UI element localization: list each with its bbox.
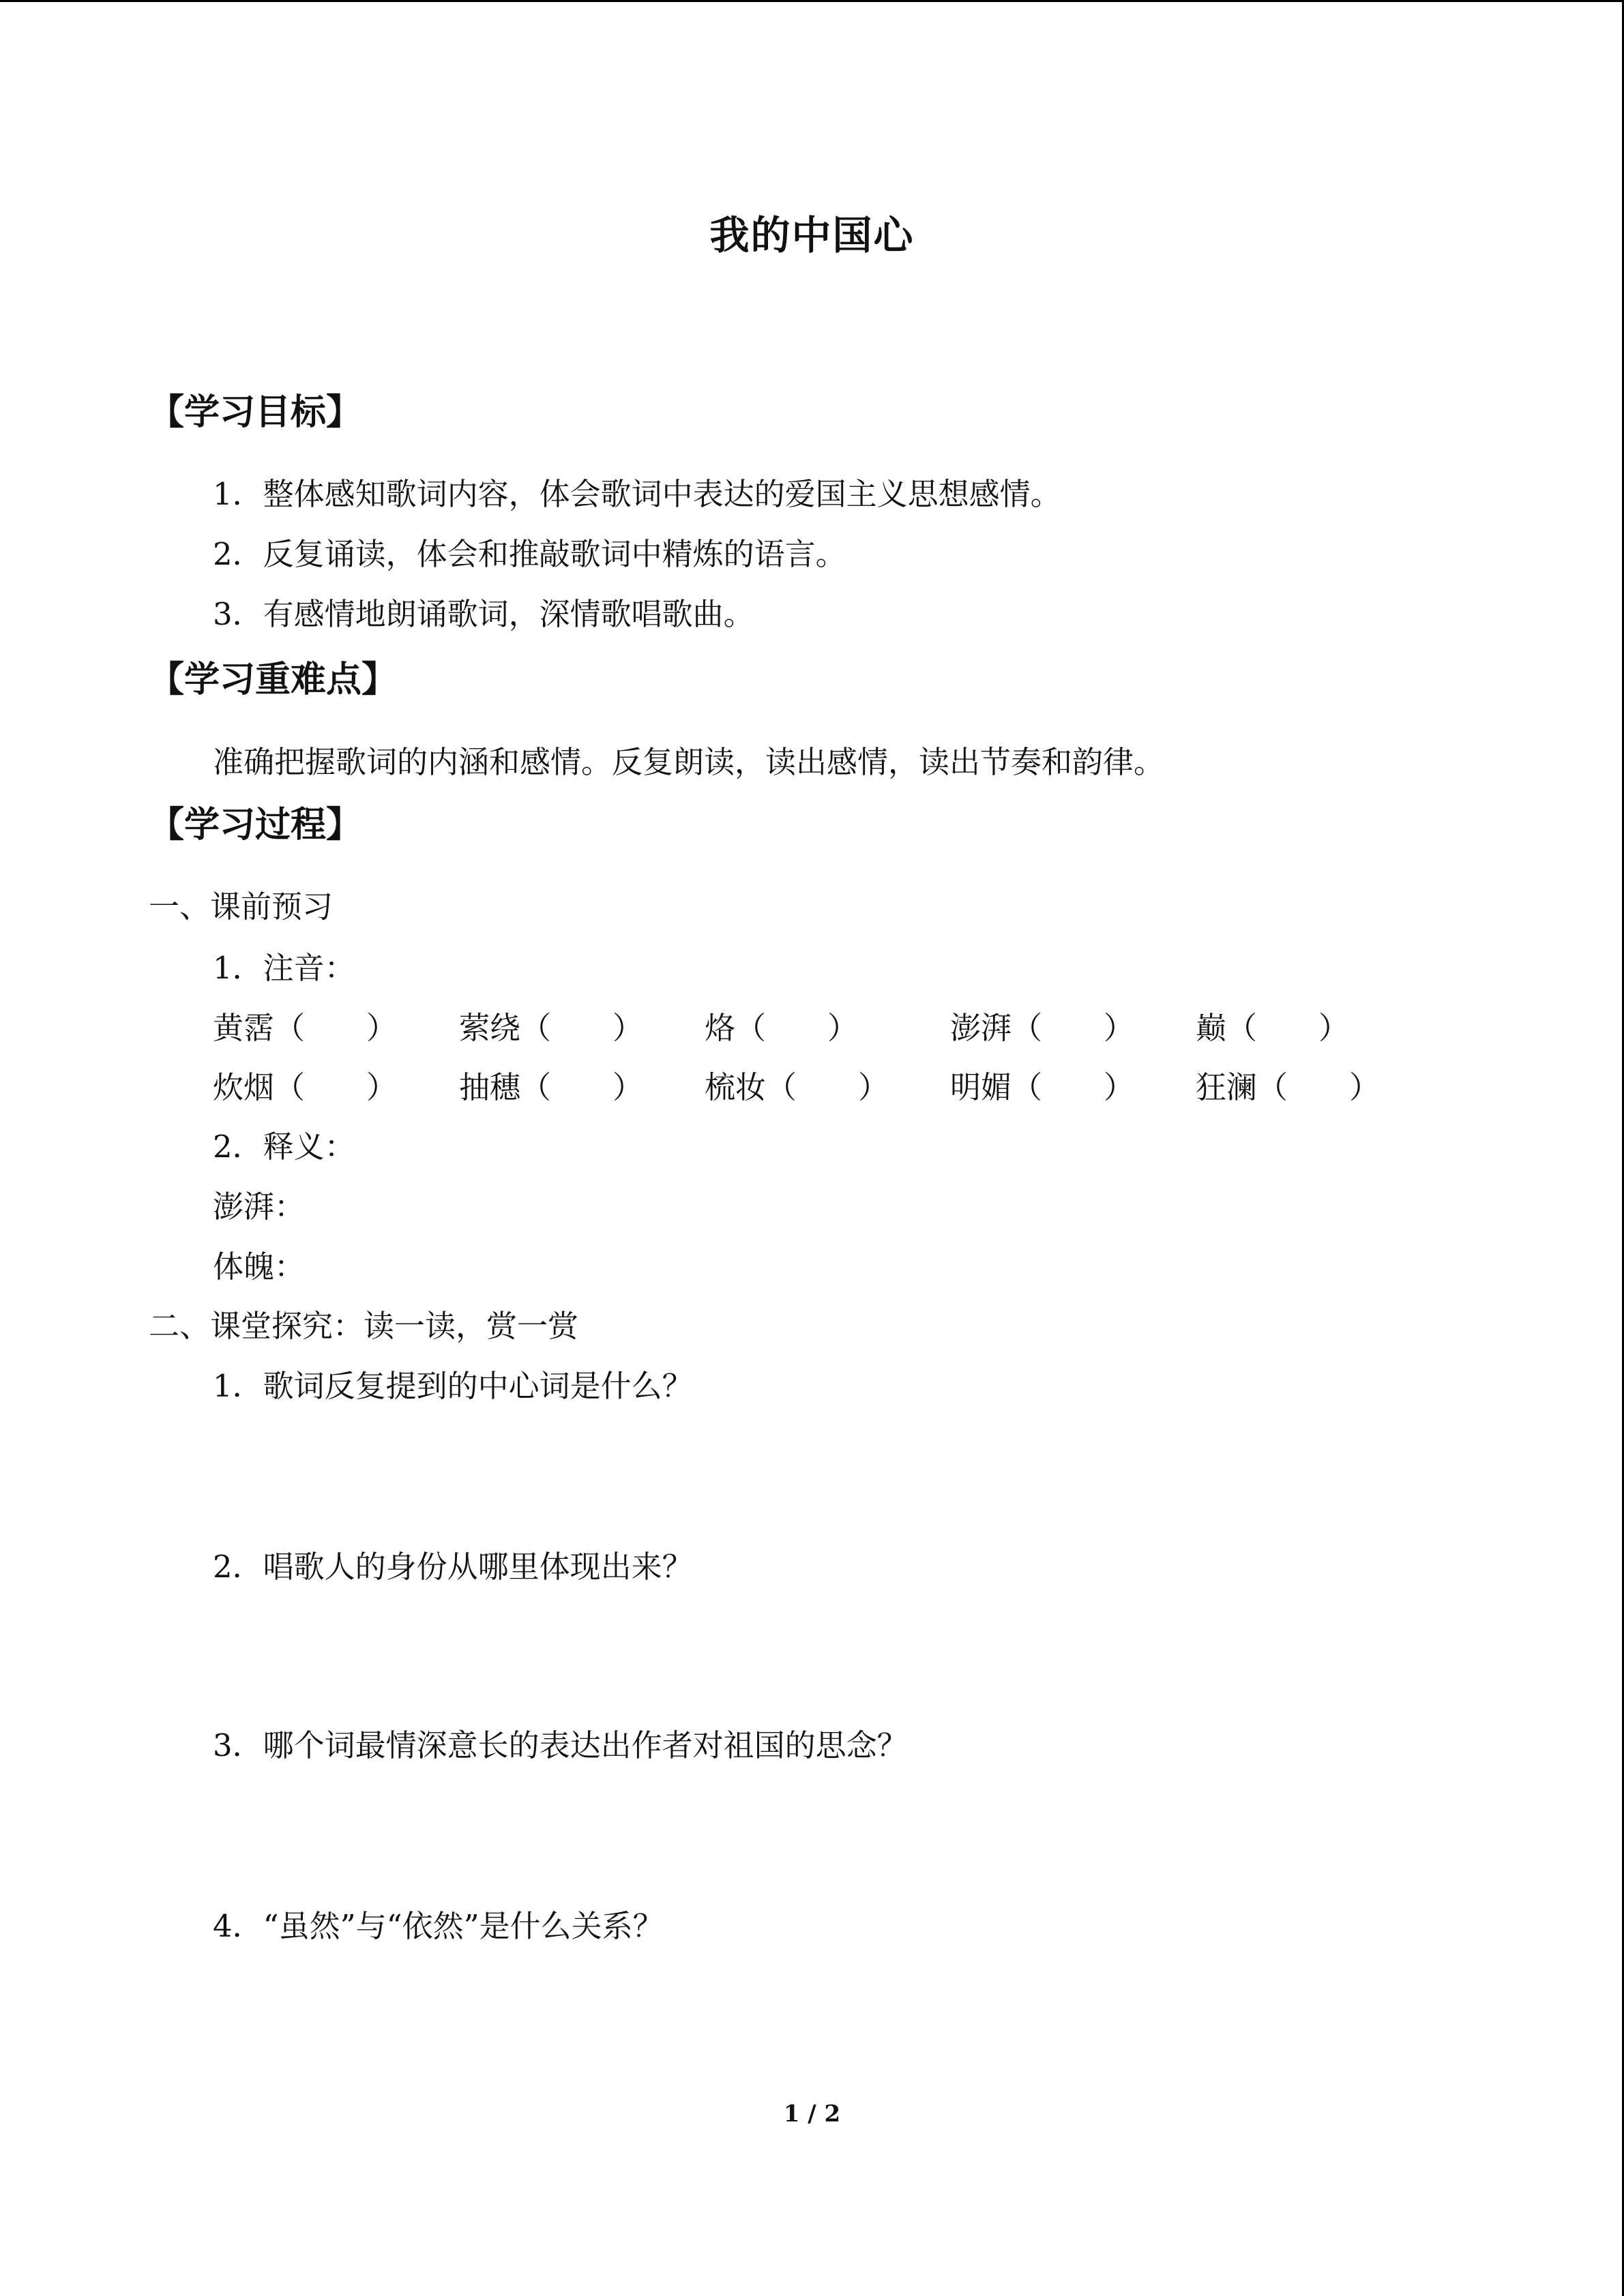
page-title: 我的中国心 [709,212,915,258]
objectives-heading: 【学习目标】 [149,392,362,433]
pinyin-item: 抽穗（ ） [459,1069,644,1105]
objective-item-2: 2．反复诵读，体会和推敲歌词中精炼的语言。 [213,536,846,572]
objective-item-3: 3．有感情地朗诵歌词，深情歌唱歌曲。 [213,596,754,632]
question-3: 3．哪个词最情深意长的表达出作者对祖国的思念？ [213,1727,908,1763]
meaning-item-pengpai: 澎湃： [213,1189,306,1225]
pinyin-item: 烙（ ） [705,1010,859,1046]
pinyin-label: 1．注音： [213,950,355,986]
process-heading: 【学习过程】 [149,805,362,846]
key-points-text: 准确把握歌词的内涵和感情。反复朗读，读出感情，读出节奏和韵律。 [213,744,1165,780]
pinyin-item: 炊烟（ ） [213,1069,398,1105]
pinyin-item: 巅（ ） [1196,1010,1350,1046]
page-border-top [0,0,1624,2]
meaning-item-tipo: 体魄： [213,1249,306,1285]
pinyin-item: 黄霑（ ） [213,1010,398,1046]
objective-item-1: 1．整体感知歌词内容，体会歌词中表达的爱国主义思想感情。 [213,476,1061,512]
pinyin-item: 明媚（ ） [950,1069,1135,1105]
pinyin-item: 萦绕（ ） [459,1010,644,1046]
question-4: 4．“虽然”与“依然”是什么关系？ [213,1908,664,1944]
part1-title: 一、课前预习 [149,889,334,925]
meaning-label: 2．释义： [213,1129,355,1165]
pinyin-item: 梳妆（ ） [705,1069,889,1105]
question-1: 1．歌词反复提到的中心词是什么？ [213,1368,693,1404]
pinyin-item: 澎湃（ ） [950,1010,1135,1046]
question-2: 2．唱歌人的身份从哪里体现出来？ [213,1549,693,1585]
part2-title: 二、课堂探究：读一读，赏一赏 [149,1308,579,1344]
pinyin-item: 狂澜（ ） [1196,1069,1381,1105]
key-points-heading: 【学习重难点】 [149,659,398,700]
page-number: 1 / 2 [783,2100,841,2128]
